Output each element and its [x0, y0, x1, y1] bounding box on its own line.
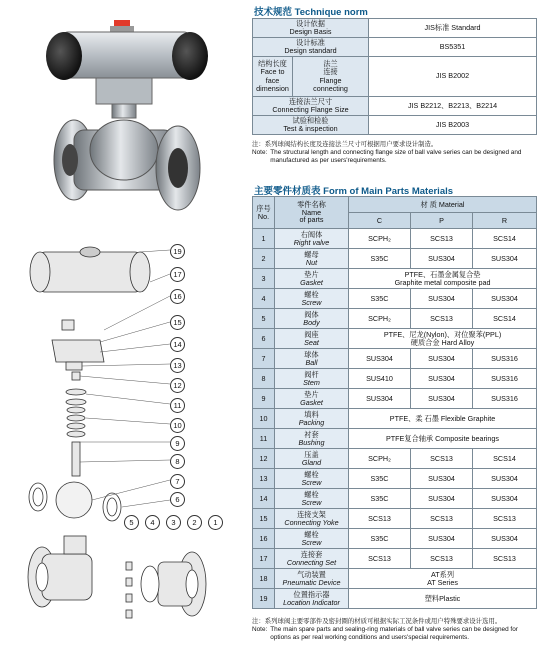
spec-panel [248, 0, 536, 652]
callout-17: 17 [170, 267, 185, 282]
mp-row: 3 垫片 Gasket PTFE、石墨金属复合垫 Graphite metal composite pad [253, 269, 537, 289]
callout-7: 7 [170, 474, 185, 489]
callout-12: 12 [170, 378, 185, 393]
callout-15: 15 [170, 315, 185, 330]
callout-19: 19 [170, 244, 185, 259]
callout-5: 5 [124, 515, 139, 530]
tn-row: 设计标准 Design standard BS5351 [253, 38, 537, 57]
callout-16: 16 [170, 289, 185, 304]
exploded-diagram [0, 232, 246, 652]
callout-6: 6 [170, 492, 185, 507]
mp-header-cols: C P R [253, 213, 537, 229]
mp-row: 2 螺母 Nut S35C SUS304 SUS304 [253, 249, 537, 269]
callout-3: 3 [166, 515, 181, 530]
mp-row: 5 阀体 Body SCPH₂ SCS13 SCS14 [253, 309, 537, 329]
callout-1: 1 [208, 515, 223, 530]
mp-row: 10 填料 Packing PTFE、柔 石墨 Flexible Graphite [253, 409, 537, 429]
mp-row: 8 阀杆 Stem SUS410 SUS304 SUS316 [253, 369, 537, 389]
mp-row: 6 阀座 Seat PTFE、尼龙(Nylon)、对位聚苯(PPL) 硬质合金 Hard Alloy [253, 329, 537, 349]
mp-row: 13 螺栓 Screw S35C SUS304 SUS304 [253, 469, 537, 489]
mp-header-row: 序号 No. 零件名称 Name of parts 材 质 Material [253, 197, 537, 213]
main-parts-note: 注：系列球阀主要零部件及密封圈的材质可根据实际工况条件或用户特殊要求设计选用。 Note: The main spare parts and sealing-ring materials of ball valve series can be designed for options as per real working conditions and users'special requirements. [252, 618, 518, 641]
mp-row: 15 连接支架 Connecting Yoke SCS13 SCS13 SCS13 [253, 509, 537, 529]
mp-row: 4 螺栓 Screw S35C SUS304 SUS304 [253, 289, 537, 309]
technique-norm-title: 技术规范 Technique norm [254, 7, 368, 18]
mp-row: 16 螺栓 Screw S35C SUS304 SUS304 [253, 529, 537, 549]
product-illustration-panel [0, 0, 246, 652]
callout-11: 11 [170, 398, 185, 413]
tn-row: 设计依据 Design Basis JIS标准 Standard [253, 19, 537, 38]
tn-row: 结构长度 Face to face dimension 法兰 连接 Flange connecting JIS B2002 [253, 57, 537, 97]
callout-14: 14 [170, 337, 185, 352]
tn-row: 连接法兰尺寸 Connecting Flange Size JIS B2212、B2213、B2214 [253, 97, 537, 116]
callout-8: 8 [170, 454, 185, 469]
mp-row: 9 垫片 Gasket SUS304 SUS304 SUS316 [253, 389, 537, 409]
valve-photo [0, 0, 246, 225]
mp-row: 18 气动装置 Pneumatic Device AT系列 AT Series [253, 569, 537, 589]
callout-9: 9 [170, 436, 185, 451]
callout-4: 4 [145, 515, 160, 530]
callout-10: 10 [170, 418, 185, 433]
mp-row: 1 右阀体 Right valve SCPH₂ SCS13 SCS14 [253, 229, 537, 249]
callout-2: 2 [187, 515, 202, 530]
tn-row: 试验和检验 Test & inspection JIS B2003 [253, 116, 537, 135]
main-parts-title: 主要零件材质表 Form of Main Parts Materials [254, 186, 454, 197]
callout-13: 13 [170, 358, 185, 373]
mp-row: 19 位置指示器 Location Indicator 塑料Plastic [253, 589, 537, 609]
technique-norm-note: 注：系列球阀结构长度及连接法兰尺寸可根据用户要求设计制造。 Note: The structural length and connecting flange size of ball valve series can be designed and manufactured as per users'requirements. [252, 141, 522, 164]
mp-row: 17 连接套 Connecting Set SCS13 SCS13 SCS13 [253, 549, 537, 569]
mp-row: 14 螺栓 Screw S35C SUS304 SUS304 [253, 489, 537, 509]
main-parts-table [252, 196, 537, 609]
mp-row: 7 球体 Ball SUS304 SUS304 SUS316 [253, 349, 537, 369]
mp-row: 11 衬套 Bushing PTFE复合轴承 Composite bearings [253, 429, 537, 449]
mp-row: 12 压盖 Gland SCPH₂ SCS13 SCS14 [253, 449, 537, 469]
technique-norm-table [252, 18, 537, 135]
